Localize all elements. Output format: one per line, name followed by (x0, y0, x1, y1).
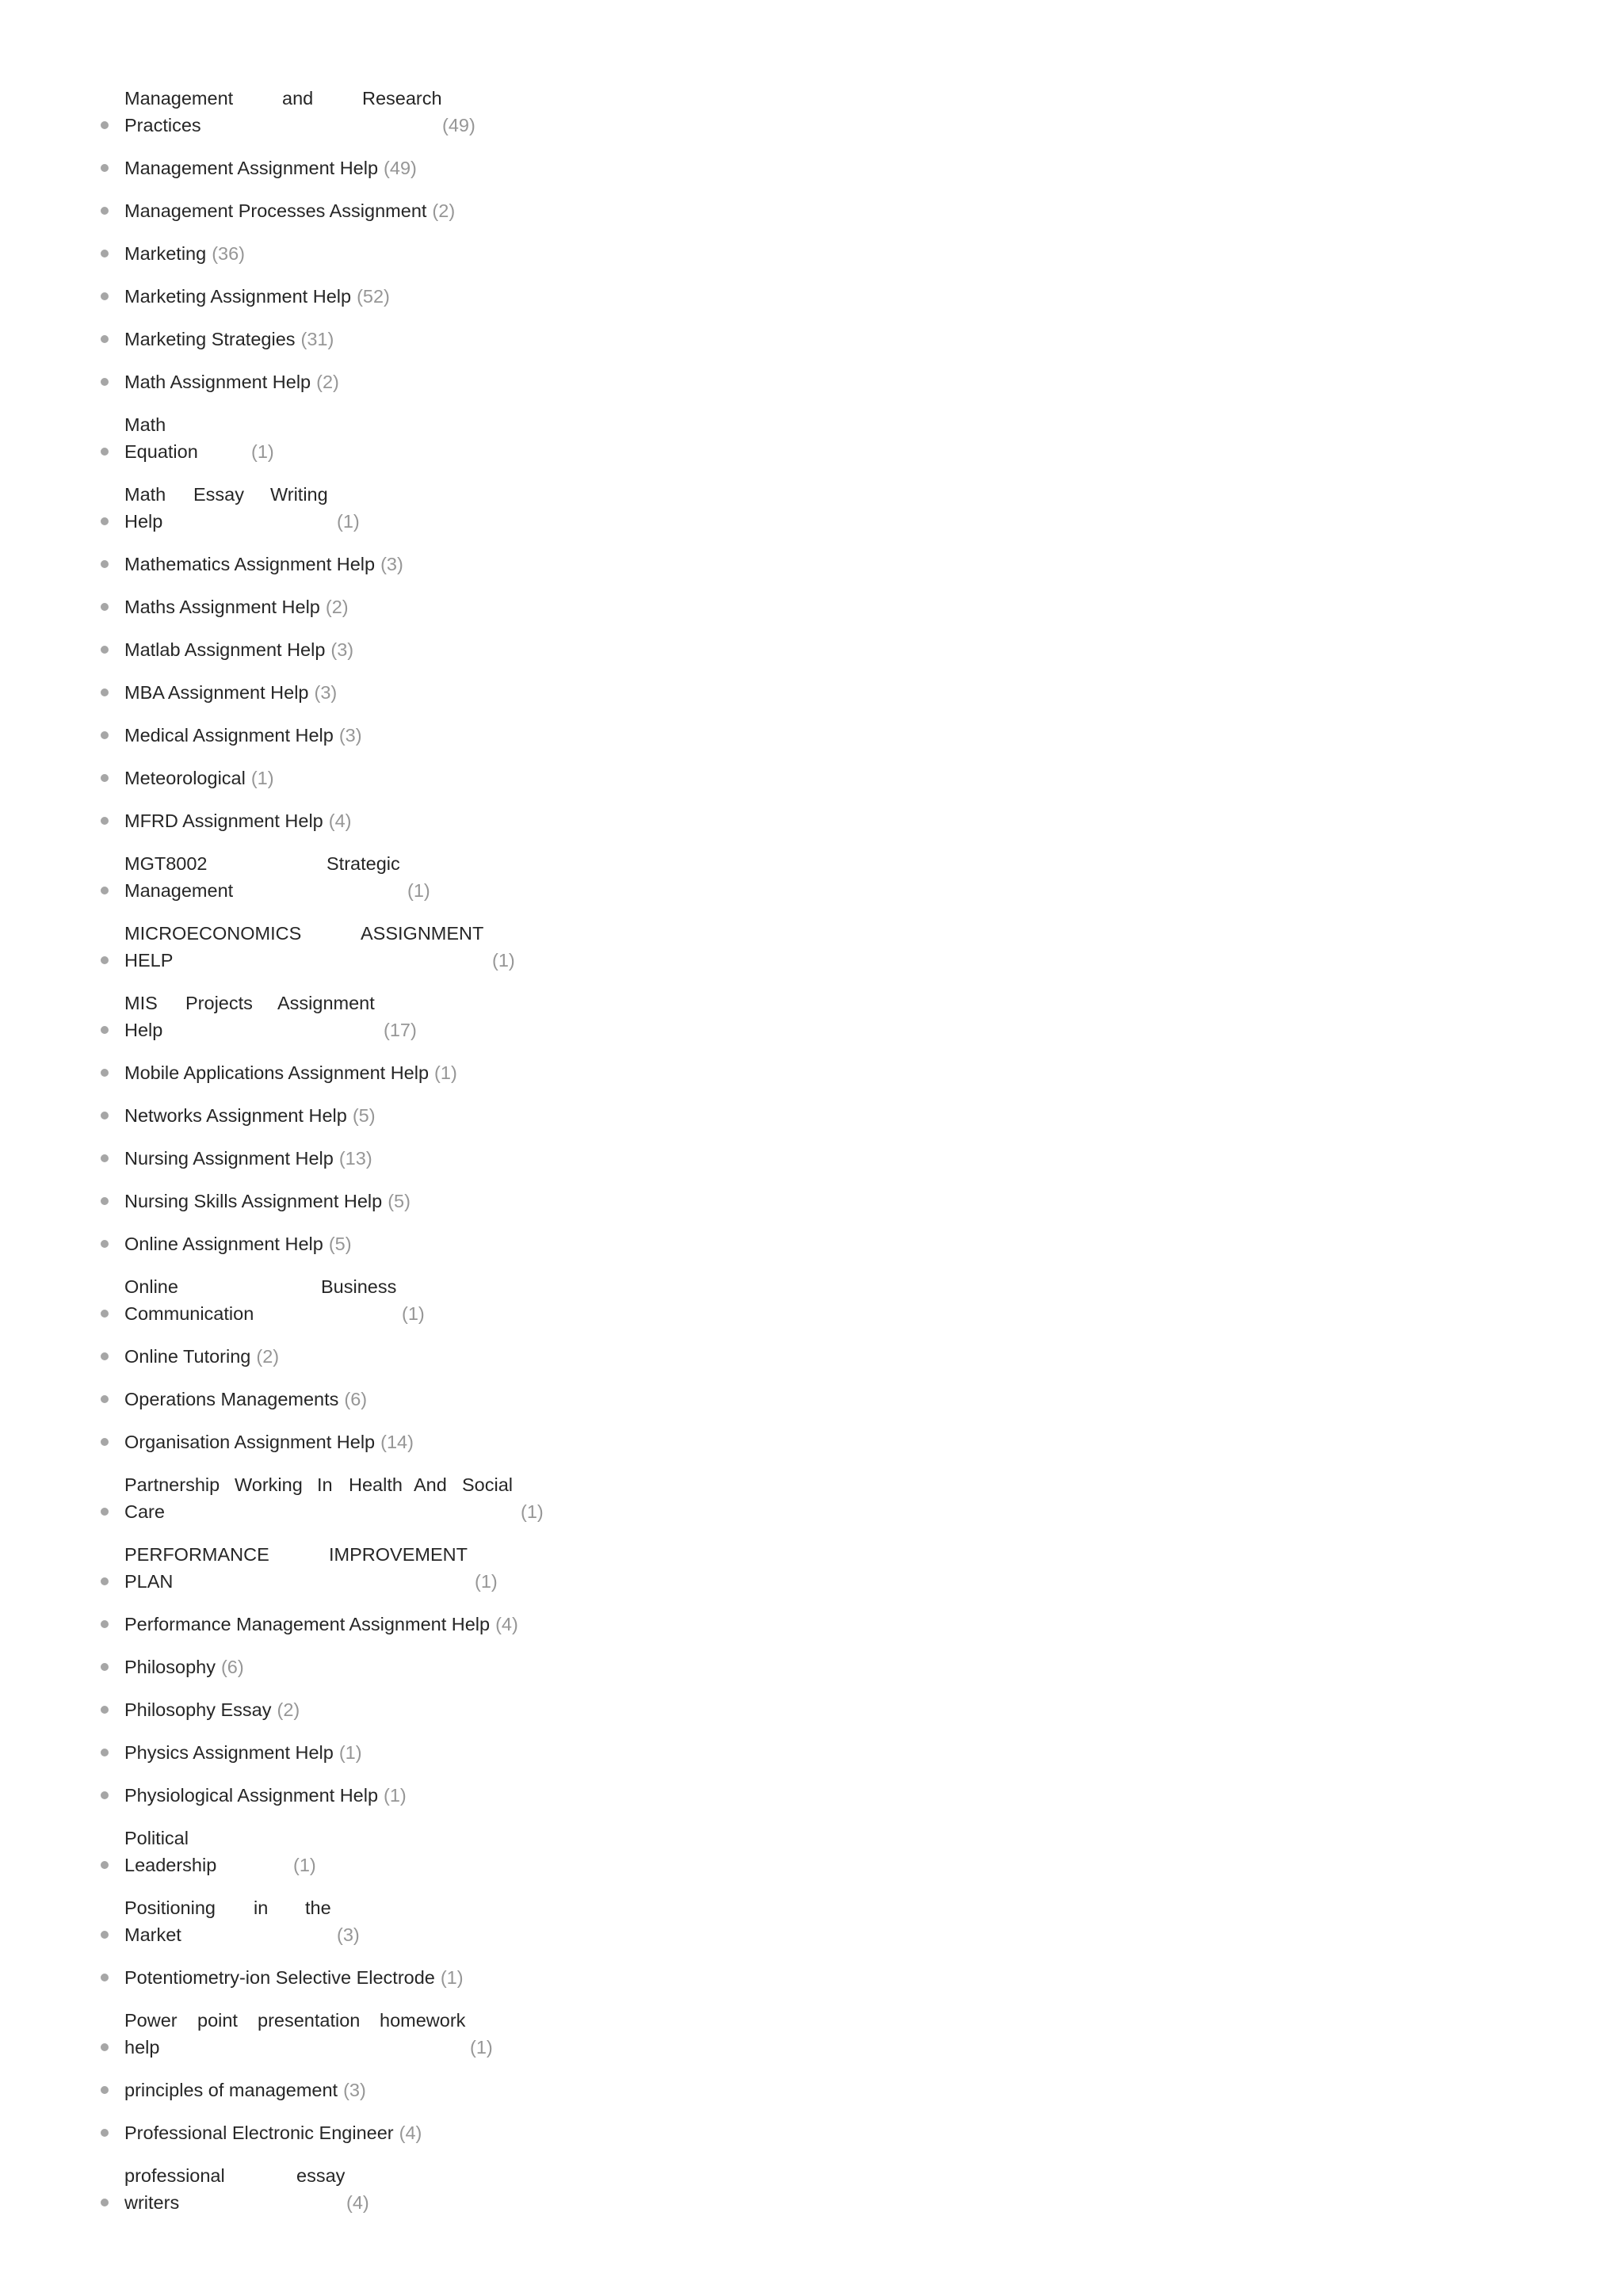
category-link[interactable]: Marketing Assignment Help (124, 286, 352, 307)
bullet-icon (101, 956, 109, 964)
category-count: (5) (388, 1191, 411, 1211)
category-item: MIS Projects Assignment Help (17) (0, 990, 792, 1045)
bullet-icon (101, 887, 109, 894)
bullet-icon (101, 2129, 109, 2137)
bullet-icon (101, 1197, 109, 1205)
category-count: (31) (300, 329, 334, 349)
category-word: Working (235, 1474, 303, 1495)
bullet-icon (101, 731, 109, 739)
category-word: MGT8002 (124, 853, 208, 874)
category-word: PERFORMANCE (124, 1544, 269, 1565)
bullet-icon (101, 207, 109, 215)
category-link[interactable]: Meteorological (124, 768, 246, 788)
category-word: Social (462, 1474, 514, 1495)
category-word: Political (124, 1828, 189, 1848)
category-link[interactable]: Philosophy Essay (124, 1699, 272, 1720)
category-link[interactable]: Potentiometry-ion Selective Electrode (124, 1967, 435, 1988)
category-count: (3) (338, 725, 362, 746)
bullet-icon (101, 817, 109, 825)
category-word: Assignment (277, 993, 375, 1013)
category-count: (1) (407, 880, 430, 901)
category-count: (1) (492, 950, 515, 971)
category-word: In (317, 1474, 333, 1495)
category-word: Research (362, 88, 442, 109)
category-link[interactable]: Marketing (124, 243, 207, 264)
category-count: (1) (475, 1571, 498, 1592)
category-count: (1) (338, 1742, 362, 1763)
category-count: (2) (316, 372, 339, 392)
category-word: essay (296, 2165, 346, 2186)
bullet-icon (101, 1310, 109, 1318)
category-link[interactable]: Maths Assignment Help (124, 597, 320, 617)
category-count: (4) (328, 810, 352, 831)
bullet-icon (101, 1577, 109, 1585)
category-count: (1) (434, 1062, 457, 1083)
bullet-icon (101, 2199, 109, 2206)
category-link[interactable]: Matlab Assignment Help (124, 639, 326, 660)
bullet-icon (101, 2043, 109, 2051)
bullet-icon (101, 688, 109, 696)
category-item: professional essay writers (4) (0, 2162, 792, 2218)
category-count: (1) (470, 2037, 493, 2058)
category-word: point (197, 2010, 238, 2031)
category-item: Partnership Working In Health And Social Care (1) (0, 1471, 792, 1527)
bullet-icon (101, 1663, 109, 1671)
category-item: Online Business Communication (1) (0, 1273, 792, 1329)
category-word: Math (124, 414, 166, 435)
category-count: (1) (251, 441, 274, 462)
category-word: homework (380, 2010, 466, 2031)
category-count: (3) (343, 2080, 366, 2100)
category-link[interactable]: Management Assignment Help (124, 158, 379, 178)
category-word: in (254, 1897, 269, 1918)
category-link[interactable]: Math Assignment Help (124, 372, 311, 392)
bullet-icon (101, 774, 109, 782)
category-count: (5) (352, 1105, 376, 1126)
bullet-icon (101, 2086, 109, 2094)
category-word: and (282, 88, 314, 109)
bullet-icon (101, 1749, 109, 1756)
category-link[interactable]: Management Processes Assignment (124, 200, 427, 221)
category-count: (3) (380, 554, 403, 574)
category-link[interactable]: principles of management (124, 2080, 338, 2100)
bullet-icon (101, 560, 109, 568)
bullet-icon (101, 121, 109, 129)
category-link[interactable]: Online Tutoring (124, 1346, 251, 1367)
category-link[interactable]: Medical Assignment Help (124, 725, 334, 746)
category-link[interactable]: MBA Assignment Help (124, 682, 309, 703)
category-link[interactable]: Nursing Assignment Help (124, 1148, 334, 1169)
category-word: professional (124, 2165, 225, 2186)
category-item: MICROECONOMICS ASSIGNMENT HELP (1) (0, 920, 792, 975)
category-count: (3) (314, 682, 338, 703)
category-word: MICROECONOMICS (124, 923, 302, 944)
bullet-icon (101, 1861, 109, 1869)
bullet-icon (101, 1112, 109, 1119)
bullet-icon (101, 1352, 109, 1360)
category-count: (36) (212, 243, 245, 264)
category-link[interactable]: Networks Assignment Help (124, 1105, 347, 1126)
category-word: presentation (258, 2010, 361, 2031)
bullet-icon (101, 250, 109, 257)
category-item: Math Equation (1) (0, 411, 792, 467)
bullet-icon (101, 448, 109, 456)
category-count: (4) (399, 2122, 422, 2143)
category-count: (6) (220, 1657, 244, 1677)
category-count: (6) (344, 1389, 368, 1409)
category-item: MGT8002 Strategic Management (1) (0, 850, 792, 906)
category-item: Math Essay Writing Help (1) (0, 481, 792, 536)
bullet-icon (101, 646, 109, 654)
category-word: Strategic (327, 853, 400, 874)
bullet-icon (101, 1508, 109, 1516)
category-word: MIS (124, 993, 158, 1013)
category-count: (14) (380, 1432, 414, 1452)
category-count: (1) (384, 1785, 407, 1806)
category-count: (1) (440, 1967, 464, 1988)
bullet-icon (101, 1791, 109, 1799)
bullet-icon (101, 1974, 109, 1981)
category-word: And (414, 1474, 447, 1495)
category-word: IMPROVEMENT (329, 1544, 468, 1565)
category-count: (1) (521, 1501, 544, 1522)
category-link[interactable]: Organisation Assignment Help (124, 1432, 376, 1452)
bullet-icon (101, 1069, 109, 1077)
category-count: (4) (346, 2192, 369, 2213)
category-word: Projects (185, 993, 253, 1013)
category-word: Writing (270, 484, 328, 505)
category-count: (52) (357, 286, 390, 307)
category-count: (13) (338, 1148, 372, 1169)
category-count: (1) (402, 1303, 425, 1324)
category-link[interactable]: Mathematics Assignment Help (124, 554, 376, 574)
category-item: Management and Research Practices (49) (0, 85, 792, 140)
bullet-icon (101, 1154, 109, 1162)
category-link[interactable]: Mobile Applications Assignment Help (124, 1062, 430, 1083)
category-link[interactable]: Professional Electronic Engineer (124, 2122, 394, 2143)
category-word: Essay (193, 484, 244, 505)
category-word: ASSIGNMENT (361, 923, 484, 944)
category-count: (1) (293, 1855, 316, 1875)
category-count: (2) (432, 200, 456, 221)
category-count: (3) (337, 1924, 360, 1945)
category-word: Partnership (124, 1474, 220, 1495)
bullet-icon (101, 335, 109, 343)
bullet-icon (101, 517, 109, 525)
bullet-icon (101, 1438, 109, 1446)
bullet-icon (101, 1395, 109, 1403)
category-count: (17) (384, 1020, 417, 1040)
bullet-icon (101, 1240, 109, 1248)
bullet-icon (101, 1620, 109, 1628)
category-link[interactable]: Online Assignment Help (124, 1234, 323, 1254)
category-word: Positioning (124, 1897, 216, 1918)
category-item: Political Leadership (1) (0, 1825, 792, 1880)
category-count: (2) (325, 597, 349, 617)
category-link[interactable]: Philosophy (124, 1657, 216, 1677)
category-word: Business (321, 1276, 397, 1297)
category-link[interactable]: Operations Managements (124, 1389, 339, 1409)
category-link[interactable]: Physiological Assignment Help (124, 1785, 379, 1806)
category-count: (4) (495, 1614, 518, 1634)
category-word: Management (124, 88, 234, 109)
bullet-icon (101, 164, 109, 172)
category-count: (2) (256, 1346, 280, 1367)
category-word: Math (124, 484, 166, 505)
category-count: (1) (250, 768, 274, 788)
category-word: Power (124, 2010, 178, 2031)
category-link[interactable]: MFRD Assignment Help (124, 810, 323, 831)
bullet-icon (101, 1706, 109, 1714)
bullet-icon (101, 1026, 109, 1034)
category-count: (49) (384, 158, 417, 178)
category-link[interactable]: Marketing Strategies (124, 329, 296, 349)
category-count: (3) (330, 639, 354, 660)
bullet-icon (101, 292, 109, 300)
category-item: PERFORMANCE IMPROVEMENT PLAN (1) (0, 1541, 792, 1596)
category-word: the (305, 1897, 331, 1918)
bullet-icon (101, 1931, 109, 1939)
category-word: Online (124, 1276, 178, 1297)
category-link[interactable]: Physics Assignment Help (124, 1742, 334, 1763)
category-word: Health (349, 1474, 403, 1495)
bullet-icon (101, 378, 109, 386)
category-link[interactable]: Nursing Skills Assignment Help (124, 1191, 383, 1211)
category-count: (49) (442, 115, 475, 135)
bullet-icon (101, 603, 109, 611)
category-count: (2) (277, 1699, 300, 1720)
category-item: Power point presentation homework help (1) (0, 2007, 792, 2062)
category-link[interactable]: Performance Management Assignment Help (124, 1614, 491, 1634)
category-item: Positioning in the Market (3) (0, 1894, 792, 1950)
category-count: (1) (337, 511, 360, 532)
category-count: (5) (328, 1234, 352, 1254)
